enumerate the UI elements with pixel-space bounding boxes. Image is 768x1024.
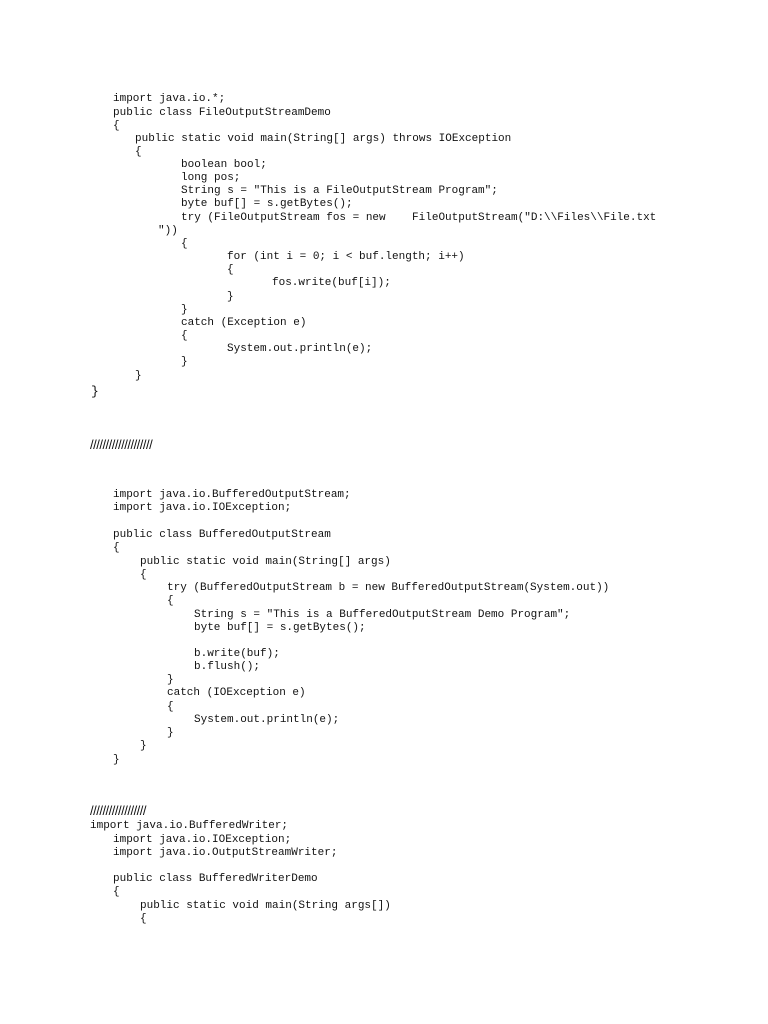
code-line: } — [167, 727, 174, 739]
code-line: byte buf[] = s.getBytes(); — [194, 622, 366, 634]
code-line: } — [91, 384, 99, 399]
code-line: String s = "This is a FileOutputStream Program"; — [181, 185, 498, 197]
code-line: { — [227, 264, 234, 276]
code-line: import java.io.IOException; — [113, 834, 292, 846]
code-line: import java.io.*; — [113, 93, 226, 105]
code-line: { — [181, 238, 188, 250]
code-line: boolean bool; — [181, 159, 267, 171]
code-line: public static void main(String[] args) throws IOException — [135, 133, 512, 145]
code-line: public class BufferedOutputStream — [113, 529, 331, 541]
code-line: { — [113, 886, 120, 898]
section-separator: ////////////////// — [90, 803, 147, 818]
code-line: System.out.println(e); — [227, 343, 373, 355]
code-line: public static void main(String args[]) — [140, 900, 391, 912]
code-line: { — [181, 330, 188, 342]
code-line: } — [113, 754, 120, 766]
code-line: b.write(buf); — [194, 648, 280, 660]
code-line: byte buf[] = s.getBytes(); — [181, 198, 353, 210]
code-line: } — [227, 291, 234, 303]
code-line: import java.io.BufferedOutputStream; — [113, 489, 351, 501]
code-line: fos.write(buf[i]); — [272, 277, 391, 289]
code-line: b.flush(); — [194, 661, 261, 673]
code-line: } — [167, 674, 174, 686]
section-separator: //////////////////// — [90, 437, 153, 452]
code-line: } — [135, 370, 142, 382]
code-line: { — [113, 120, 120, 132]
code-line: for (int i = 0; i < buf.length; i++) — [227, 251, 465, 263]
code-line: } — [181, 356, 188, 368]
code-line: { — [140, 569, 147, 581]
code-line: { — [135, 146, 142, 158]
code-line: } — [140, 740, 147, 752]
code-line: import java.io.BufferedWriter; — [90, 820, 289, 832]
code-line: { — [113, 542, 120, 554]
code-line: ")) — [158, 225, 178, 237]
code-line: System.out.println(e); — [194, 714, 340, 726]
code-line: { — [167, 701, 174, 713]
code-line: } — [181, 304, 188, 316]
code-line: String s = "This is a BufferedOutputStream Demo Program"; — [194, 609, 571, 621]
code-line: try (FileOutputStream fos = new FileOutputStream("D:\\Files\\File.txt — [181, 212, 657, 224]
code-line: { — [140, 913, 147, 925]
code-line: import java.io.IOException; — [113, 502, 292, 514]
code-line: catch (IOException e) — [167, 687, 306, 699]
code-line: public class FileOutputStreamDemo — [113, 107, 331, 119]
code-line: public static void main(String[] args) — [140, 556, 391, 568]
code-line: import java.io.OutputStreamWriter; — [113, 847, 338, 859]
code-line: catch (Exception e) — [181, 317, 307, 329]
code-line: long pos; — [181, 172, 241, 184]
code-line: { — [167, 595, 174, 607]
code-line: try (BufferedOutputStream b = new BufferedOutputStream(System.out)) — [167, 582, 610, 594]
code-line: public class BufferedWriterDemo — [113, 873, 318, 885]
